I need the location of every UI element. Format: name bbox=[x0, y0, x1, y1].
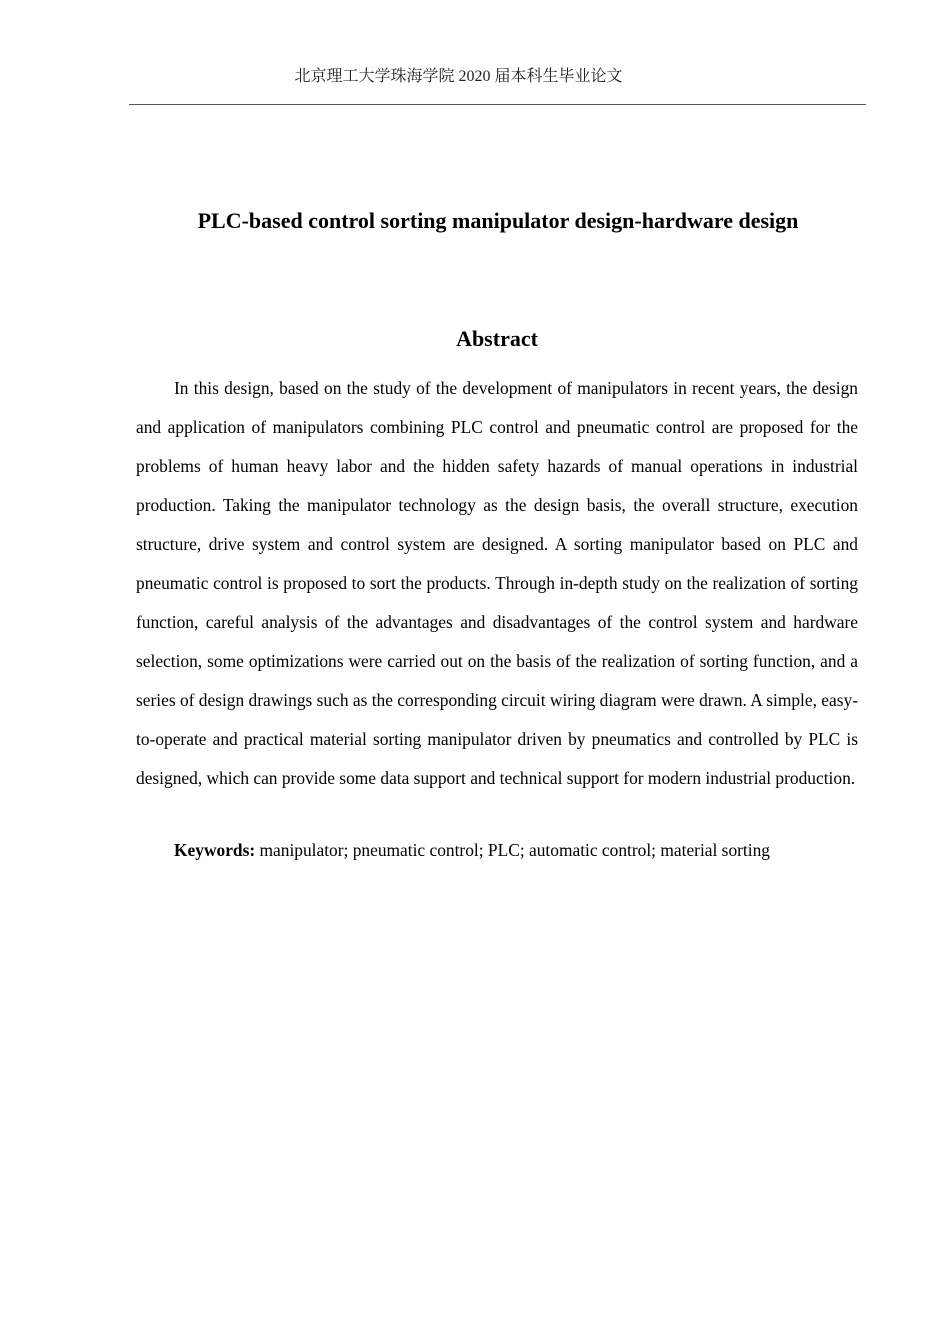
running-header-text: 北京理工大学珠海学院 2020 届本科生毕业论文 bbox=[294, 68, 623, 85]
header-divider bbox=[129, 104, 866, 105]
running-header bbox=[129, 66, 866, 88]
thesis-title: PLC-based control sorting manipulator design-hardware design bbox=[197, 208, 799, 233]
keywords-label: Keywords: bbox=[174, 840, 256, 860]
keywords-list: manipulator; pneumatic control; PLC; automatic control; material sorting bbox=[255, 840, 770, 860]
keywords-line bbox=[136, 836, 858, 864]
abstract-heading: Abstract bbox=[456, 326, 538, 351]
abstract-paragraph: In this design, based on the study of the development of manipulators in recent years, the design and application of manipulators combining PLC control and pneumatic control are proposed for the problems of human heavy labor and the hidden safety hazards of manual operations in industrial production. Taking the manipulator technology as the design basis, the overall structure, execution structure, drive system and control system are designed. A sorting manipulator based on PLC and pneumatic control is proposed to sort the products. Through in-depth study on the realization of sorting function, careful analysis of the advantages and disadvantages of the control system and hardware selection, some optimizations were carried out on the basis of the realization of sorting function, and a series of design drawings such as the corresponding circuit wiring diagram were drawn. A simple, easy-to-operate and practical material sorting manipulator driven by pneumatics and controlled by PLC is designed, which can provide some data support and technical support for modern industrial production. bbox=[136, 378, 858, 788]
